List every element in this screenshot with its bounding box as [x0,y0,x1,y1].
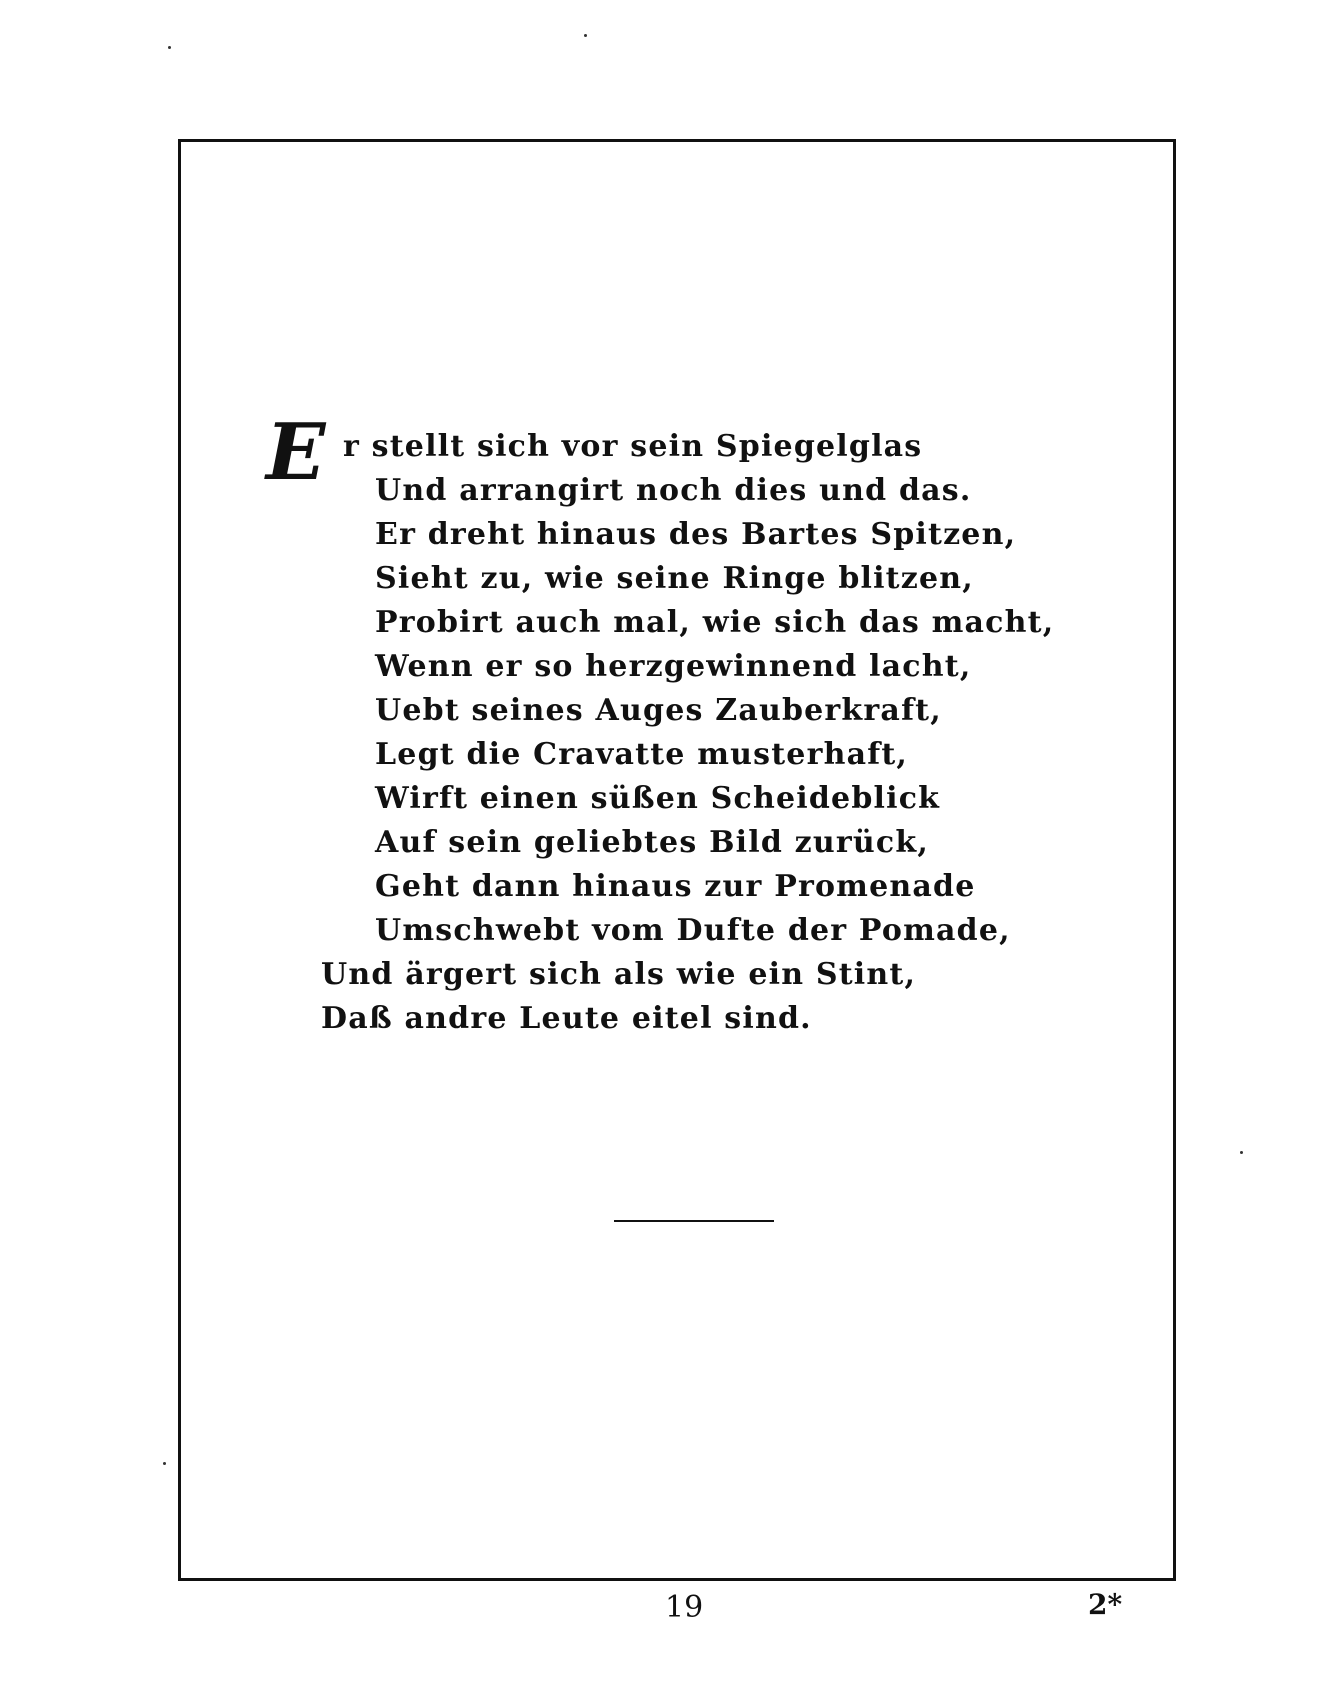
drop-cap: E [266,407,326,498]
poem-line-13: Und ärgert sich als wie ein Stint, [321,957,917,992]
poem-line-11: Geht dann hinaus zur Promenade [375,869,976,904]
print-speck [1240,1151,1243,1154]
poem-line-9: Wirft einen süßen Scheideblick [375,781,941,816]
print-speck [168,46,171,49]
poem-line-6: Wenn er so herzgewinnend lacht, [375,649,972,684]
poem-line-1: r stellt sich vor sein Spiegelglas [343,429,923,464]
poem-line-7: Uebt seines Auges Zauberkraft, [375,693,942,728]
page-number: 19 [665,1590,704,1625]
print-speck [584,34,587,37]
poem-line-5: Probirt auch mal, wie sich das macht, [375,605,1055,640]
poem [181,142,1173,1578]
poem-line-14: Daß andre Leute eitel sind. [321,1001,812,1036]
poem-line-12: Umschwebt vom Dufte der Pomade, [375,913,1011,948]
signature-mark: 2* [1088,1588,1123,1621]
poem-line-8: Legt die Cravatte musterhaft, [375,737,909,772]
poem-line-3: Er dreht hinaus des Bartes Spitzen, [375,517,1017,552]
poem-line-4: Sieht zu, wie seine Ringe blitzen, [375,561,974,596]
page-frame [178,139,1176,1581]
poem-line-2: Und arrangirt noch dies und das. [375,473,972,508]
poem-line-10: Auf sein geliebtes Bild zurück, [375,825,929,860]
print-speck [163,1462,166,1465]
section-divider [614,1220,774,1222]
